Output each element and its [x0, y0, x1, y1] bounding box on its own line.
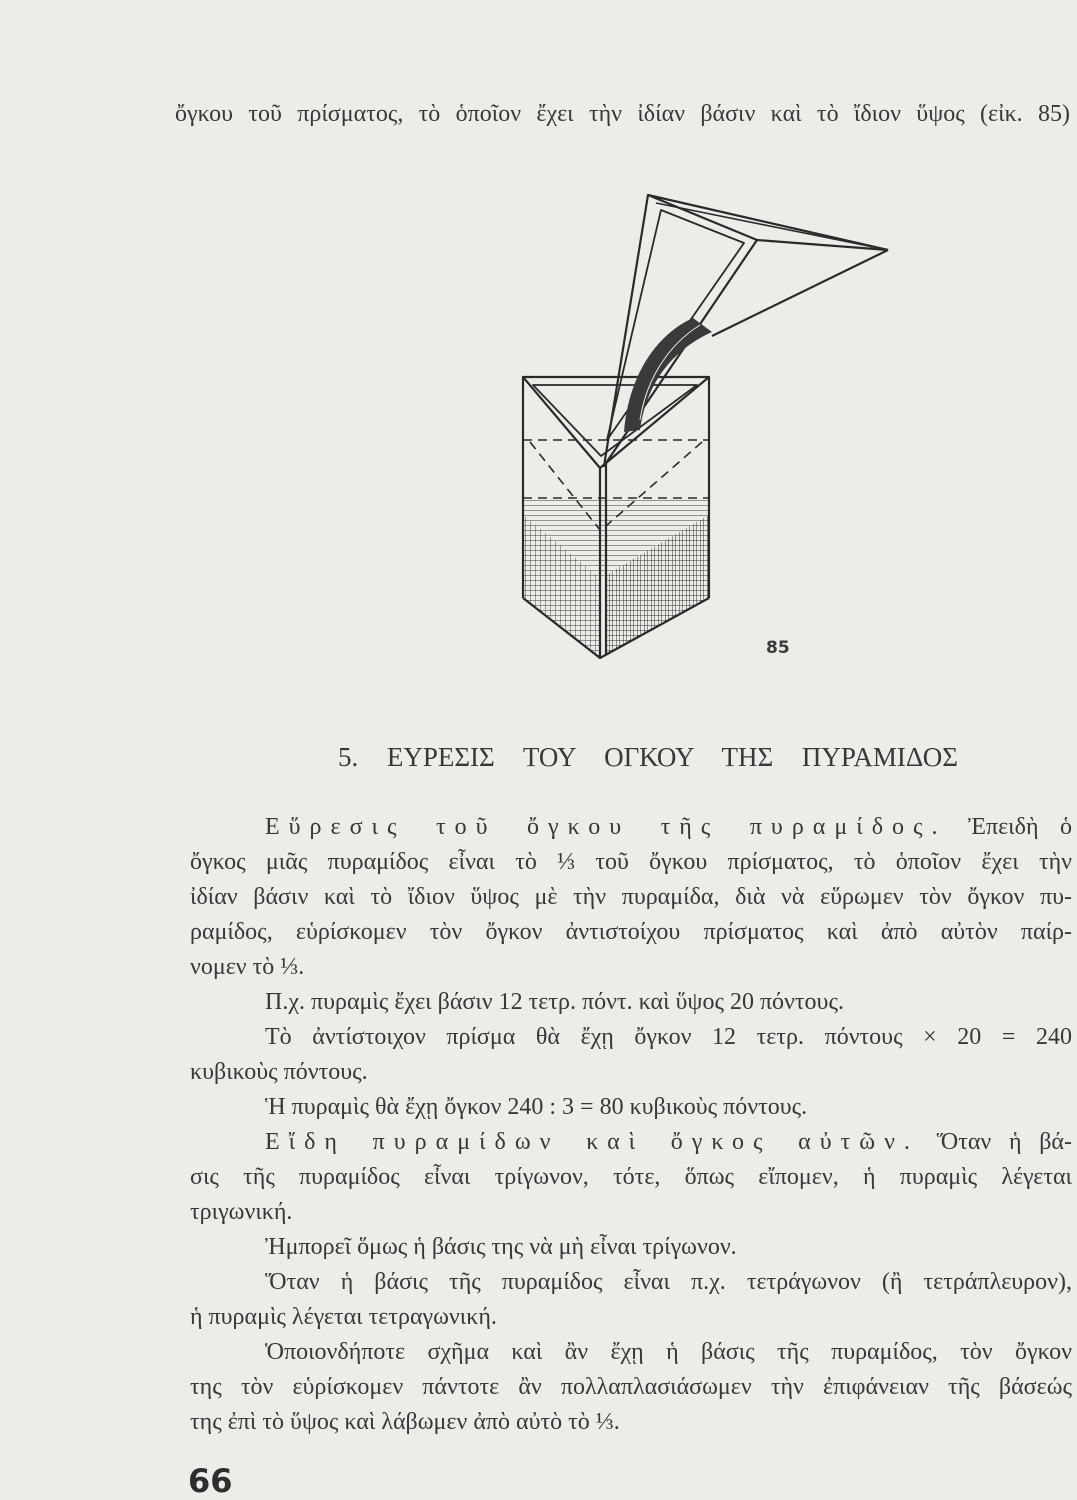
text-line-content: ὄγκου τοῦ πρίσματος, τὸ ὁποῖον ἔχει τὴν ἰδίαν βάσιν καὶ τὸ ἴδιον ὕψος (εἰκ. 85)	[175, 101, 1070, 127]
paragraph-line	[265, 810, 1072, 845]
line-text: Π.χ. πυραμὶς ἔχει βάσιν 12 τετρ. πόντ. καὶ ὕψος 20 πόντους.	[265, 989, 844, 1015]
paragraph-line	[265, 1090, 1072, 1125]
line-text: κυβικοὺς πόντους.	[190, 1059, 368, 1085]
line-text: Ὅταν ἡ βά-	[936, 1129, 1072, 1155]
paragraph-line	[190, 1300, 1072, 1335]
paragraph-line	[190, 1055, 1072, 1090]
paragraph-line	[190, 845, 1072, 880]
paragraph-line	[265, 1020, 1072, 1055]
line-text: Τὸ ἀντίστοιχον πρίσμα θὰ ἔχῃ ὄγκον 12 τετρ. πόντους × 20 = 240	[265, 1024, 1072, 1050]
paragraph-line	[190, 950, 1072, 985]
line-text: νομεν τὸ ⅓.	[190, 954, 305, 980]
line-text: ραμίδος, εὑρίσκομεν τὸν ὄγκον ἀντιστοίχου πρίσματος καὶ ἀπὸ αὐτὸν παίρ-	[190, 919, 1072, 945]
paragraph-line	[265, 1335, 1072, 1370]
paragraph-line	[190, 1370, 1072, 1405]
section-heading-text: 5. ΕΥΡΕΣΙΣ ΤΟΥ ΟΓΚΟΥ ΤΗΣ ΠΥΡΑΜΙΔΟΣ	[338, 742, 958, 772]
line-text: Ὅταν ἡ βάσις τῆς πυραμίδος εἶναι π.χ. τετράγωνον (ἢ τετράπλευρον),	[265, 1269, 1072, 1295]
pyramid-outline	[604, 195, 888, 466]
section-heading	[338, 737, 958, 777]
continued-text-line	[175, 97, 1070, 132]
page-number: 66	[188, 1462, 233, 1500]
paragraph-line	[190, 880, 1072, 915]
paragraph-line	[190, 1405, 1072, 1440]
line-text: σις τῆς πυραμίδος εἶναι τρίγωνον, τότε, ὅπως εἴπομεν, ἡ πυραμὶς λέγεται	[190, 1164, 1072, 1190]
paragraph-line	[265, 985, 1072, 1020]
pouring-sand-stream	[624, 318, 712, 432]
line-text: ἰδίαν βάσιν καὶ τὸ ἴδιον ὕψος μὲ τὴν πυραμίδα, διὰ νὰ εὕρωμεν τὸν ὄγκον πυ-	[190, 884, 1072, 910]
figure-number: 85	[766, 638, 790, 658]
line-text: ἡ πυραμὶς λέγεται τετραγωνική.	[190, 1304, 497, 1330]
paragraph-line	[190, 1195, 1072, 1230]
line-content	[265, 810, 1072, 845]
paragraph-line	[265, 1230, 1072, 1265]
paragraph-line	[190, 1160, 1072, 1195]
prism-pyramid-figure	[500, 180, 900, 670]
body-text	[190, 810, 1072, 1440]
line-content	[265, 1125, 1072, 1160]
paragraph-line	[265, 1265, 1072, 1300]
line-text: τριγωνική.	[190, 1199, 293, 1225]
line-text: της τὸν εὑρίσκομεν πάντοτε ἂν πολλαπλασιάσωμεν τὴν ἐπιφάνειαν τῆς βάσεώς	[190, 1374, 1072, 1400]
line-text: ὄγκος μιᾶς πυραμίδος εἶναι τὸ ⅓ τοῦ ὄγκου πρίσματος, τὸ ὁποῖον ἔχει τὴν	[190, 849, 1072, 875]
paragraph-title: Εὕρεσις τοῦ ὄγκου τῆς πυραμίδος.	[265, 814, 947, 840]
line-text: της ἐπὶ τὸ ὕψος καὶ λάβωμεν ἀπὸ αὐτὸ τὸ ⅓.	[190, 1409, 620, 1435]
paragraph-title: Εἴδη πυραμίδων καὶ ὄγκος αὐτῶν.	[265, 1129, 919, 1155]
paragraph-line	[190, 915, 1072, 950]
line-text: Ἡ πυραμὶς θὰ ἔχῃ ὄγκον 240 : 3 = 80 κυβικοὺς πόντους.	[265, 1094, 808, 1120]
line-text: Ἠμπορεῖ ὅμως ἡ βάσις της νὰ μὴ εἶναι τρίγωνον.	[265, 1234, 737, 1260]
line-text: Ὁποιονδήποτε σχῆμα καὶ ἂν ἔχῃ ἡ βάσις τῆς πυραμίδος, τὸν ὄγκον	[265, 1339, 1072, 1365]
paragraph-line	[265, 1125, 1072, 1160]
line-text: Ἐπειδὴ ὁ	[968, 814, 1073, 840]
